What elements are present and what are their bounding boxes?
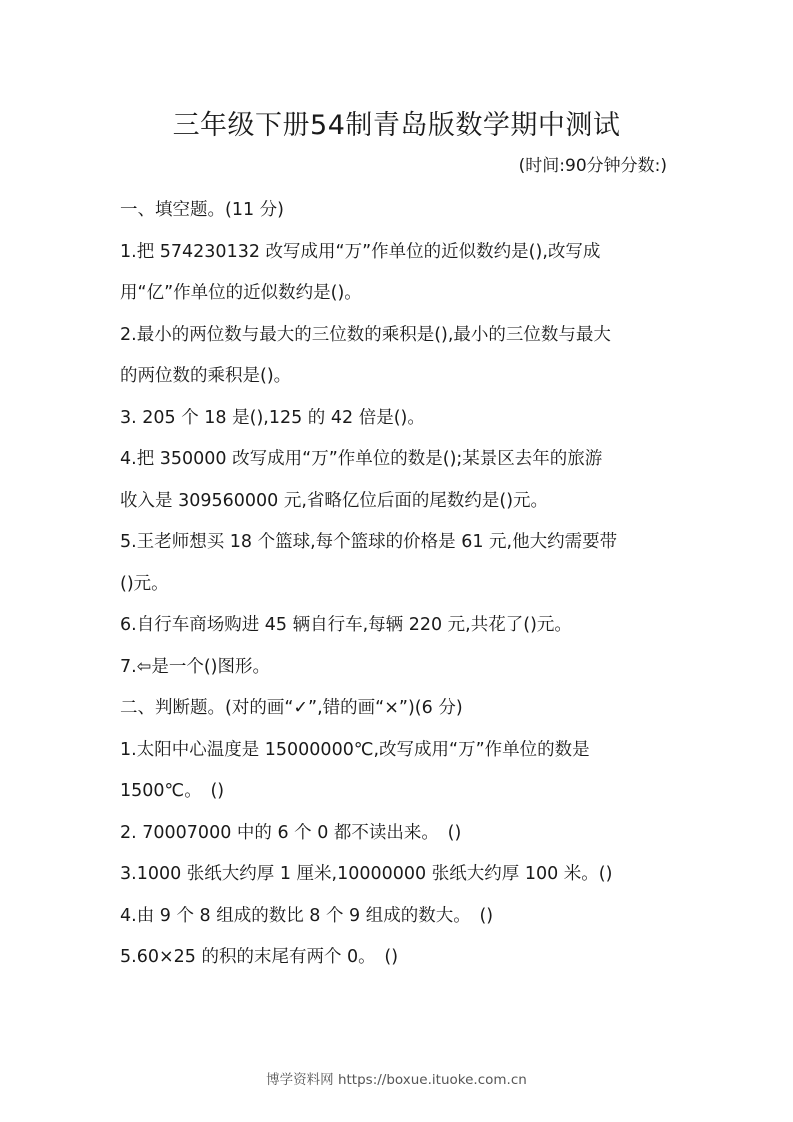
question-line: 7.⇦是一个()图形。 — [120, 656, 271, 677]
document-body — [120, 190, 680, 979]
question-line: 6.自行车商场购进 45 辆自行车,每辆 220 元,共花了()元。 — [120, 615, 572, 635]
exam-time-info: (时间:90分钟分数:) — [518, 156, 667, 176]
question-line: 1.太阳中心温度是 15000000℃,改写成用“万”作单位的数是 — [120, 739, 590, 760]
question-line: 1500℃。 () — [120, 781, 225, 801]
question-line: 5.60×25 的积的末尾有两个 0。 () — [120, 947, 399, 967]
question-line: 3. 205 个 18 是(),125 的 42 倍是()。 — [120, 407, 425, 428]
question-line: ()元。 — [120, 573, 169, 594]
question-line: 的两位数的乘积是()。 — [120, 366, 292, 386]
question-line: 2.最小的两位数与最大的三位数的乘积是(),最小的三位数与最大 — [120, 324, 611, 345]
footer-watermark: 博学资料网 https://boxue.ituoke.com.cn — [266, 1072, 527, 1088]
section-heading-fill-blank: 一、填空题。(11 分) — [120, 200, 284, 220]
question-line: 用“亿”作单位的近似数约是()。 — [120, 283, 362, 303]
question-line: 收入是 309560000 元,省略亿位后面的尾数约是()元。 — [120, 490, 549, 511]
question-line: 3.1000 张纸大约厚 1 厘米,10000000 张纸大约厚 100 米。() — [120, 864, 613, 884]
question-line: 1.把 574230132 改写成用“万”作单位的近似数约是(),改写成 — [120, 241, 601, 262]
section-heading-true-false: 二、判断题。(对的画“✓”,错的画“×”)(6 分) — [120, 698, 463, 718]
question-line: 5.王老师想买 18 个篮球,每个篮球的价格是 61 元,他大约需要带 — [120, 532, 618, 552]
page-title: 三年级下册54制青岛版数学期中测试 — [172, 110, 621, 141]
question-line: 4.把 350000 改写成用“万”作单位的数是();某景区去年的旅游 — [120, 449, 603, 469]
question-line: 2. 70007000 中的 6 个 0 都不读出来。 () — [120, 822, 462, 843]
question-line: 4.由 9 个 8 组成的数比 8 个 9 组成的数大。 () — [120, 905, 494, 926]
